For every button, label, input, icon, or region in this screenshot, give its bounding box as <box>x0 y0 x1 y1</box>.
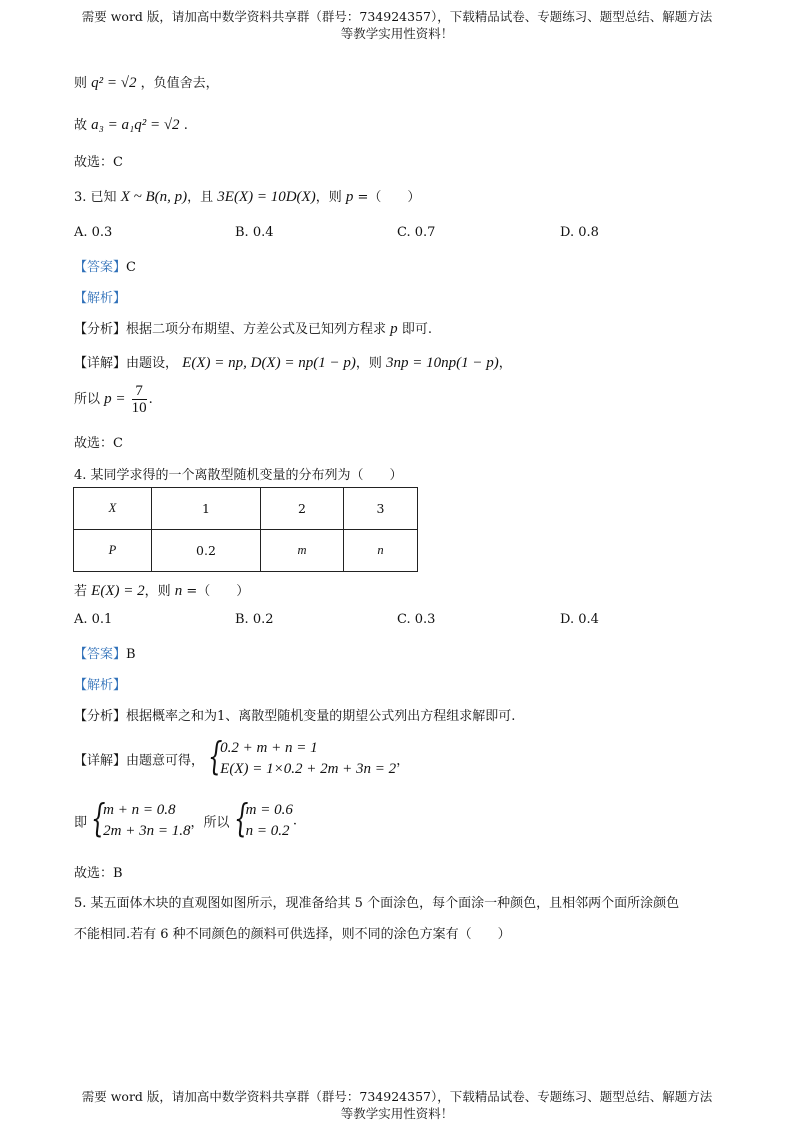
equation-system-1: { 0.2 + m + n = 1 E(X) = 1×0.2 + 2m + 3n = 2 <box>208 734 397 778</box>
equation-system-3: { m = 0.6 n = 0.2 <box>233 796 293 840</box>
q3-answer: 【答案】C <box>74 260 136 275</box>
q4-option-b: B. 0.2 <box>235 612 274 627</box>
answer-tag: 【答案】 <box>74 260 127 275</box>
q3-option-c: C. 0.7 <box>397 225 436 240</box>
answer-tag: 【答案】 <box>74 647 127 662</box>
q4-answer: 【答案】B <box>74 647 136 662</box>
table-row <box>74 530 418 572</box>
table-cell: P <box>74 530 152 572</box>
q5-stem-line-2: 不能相同.若有 6 种不同颜色的颜料可供选择，则不同的涂色方案有（ ） <box>74 927 511 942</box>
q3-option-b: B. 0.4 <box>235 225 274 240</box>
equation-system-2: { m + n = 0.8 2m + 3n = 1.8 <box>91 796 191 840</box>
q4-option-a: A. 0.1 <box>74 612 113 627</box>
q5-stem-line-1: 5. 某五面体木块的直观图如图所示，现准备给其 5 个面涂色，每个面涂一种颜色，且相邻两个面所涂颜色 <box>74 896 680 911</box>
brace-icon: { <box>208 734 223 778</box>
brace-icon: { <box>233 796 249 840</box>
q3-analysis-tag: 【解析】 <box>74 291 127 306</box>
sol2-line-2: 故 a₃ = a₁q² = √2 . <box>74 117 188 133</box>
q3-option-a: A. 0.3 <box>74 225 113 240</box>
q3-result: 所以 p = $\frac{7}{10}$ . <box>74 383 153 416</box>
fraction: $\frac{7}{10}$ <box>131 383 147 416</box>
page-header <box>0 8 794 42</box>
table-cell: n <box>344 530 418 572</box>
q3-fenxi: 【分析】根据二项分布期望、方差公式及已知列方程求 p 即可. <box>74 321 432 337</box>
sol2-eq-2: a₃ = a₁q² = √2 <box>91 117 180 133</box>
q4-option-c: C. 0.3 <box>397 612 436 627</box>
q4-detail: 【详解】由题意可得， { 0.2 + m + n = 1 E(X) = 1×0.2 + 2m + 3n = 2 ， <box>74 734 410 778</box>
table-cell: 2 <box>261 488 344 530</box>
footer-line-2: 等教学实用性资料！ <box>340 1106 454 1121</box>
q4-condition: 若 E(X) = 2，则 n =（ ） <box>74 583 250 599</box>
sol2-eq-1: q² = √2 <box>91 75 137 91</box>
q3-stem: 3. 已知 X ~ B(n, p)，且 3E(X) = 10D(X)，则 p =（ ） <box>74 189 421 205</box>
q3-choice: 故选：C <box>74 436 123 451</box>
q4-stem: 4. 某同学求得的一个离散型随机变量的分布列为（ ） <box>74 468 403 483</box>
distribution-table <box>73 487 418 572</box>
brace-icon: { <box>91 796 106 840</box>
q4-fenxi: 【分析】根据概率之和为1、离散型随机变量的期望公式列出方程组求解即可. <box>74 709 516 724</box>
sol2-choice: 故选：C <box>74 155 123 170</box>
q4-analysis-tag: 【解析】 <box>74 678 127 693</box>
table-cell: 1 <box>152 488 261 530</box>
q4-systems: 即 { m + n = 0.8 2m + 3n = 1.8 ，所以 { m = 0.6 n = 0.2 . <box>74 796 297 840</box>
header-line-2: 等教学实用性资料！ <box>340 26 454 41</box>
q4-option-d: D. 0.4 <box>560 612 599 627</box>
footer-line-1: 需要 word 版，请加高中数学资料共享群（群号：734924357），下载精品试卷、专题练习、题型总结、解题方法 <box>81 1089 713 1104</box>
table-cell: m <box>261 530 344 572</box>
table-cell: 0.2 <box>152 530 261 572</box>
q4-choice: 故选：B <box>74 866 123 881</box>
table-cell: X <box>74 488 152 530</box>
header-line-1: 需要 word 版，请加高中数学资料共享群（群号：734924357），下载精品试卷、专题练习、题型总结、解题方法 <box>81 9 713 24</box>
q3-option-d: D. 0.8 <box>560 225 599 240</box>
q3-detail: 【详解】由题设， E(X) = np, D(X) = np(1 − p)，则 3np = 10np(1 − p)， <box>74 355 512 371</box>
table-row <box>74 488 418 530</box>
page-footer <box>0 1088 794 1122</box>
sol2-line-1: 则 q² = √2 ，负值舍去， <box>74 75 219 91</box>
table-cell: 3 <box>344 488 418 530</box>
